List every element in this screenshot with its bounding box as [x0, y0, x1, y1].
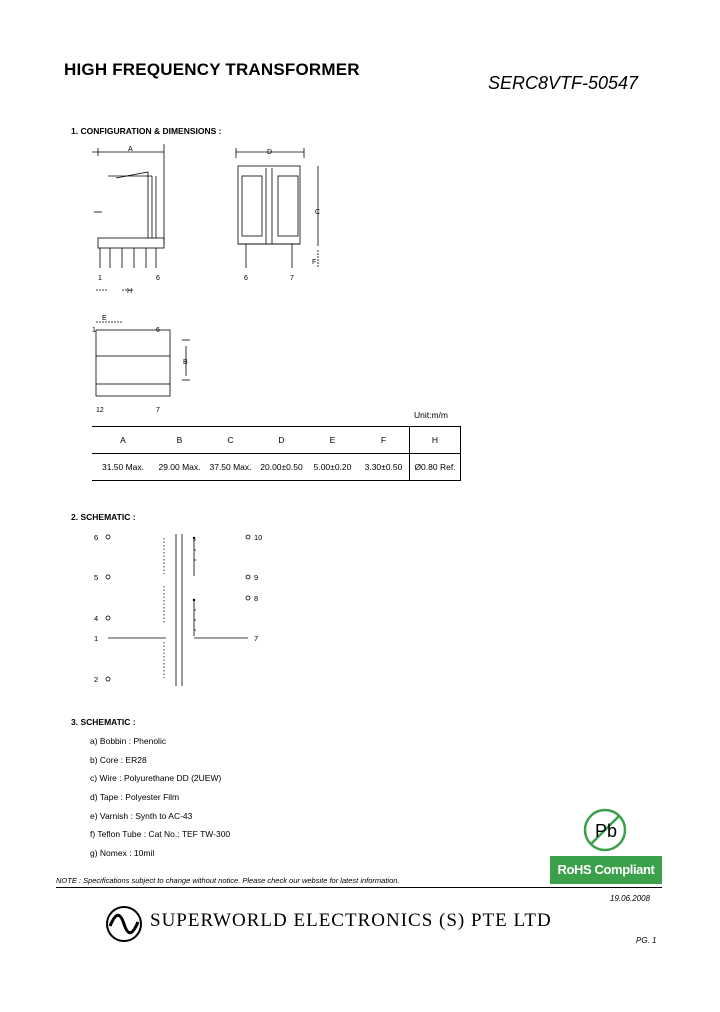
- dim-label-a: A: [128, 146, 133, 153]
- table-value-cell: 37.50 Max.: [205, 454, 256, 481]
- pb-free-icon: [580, 806, 630, 854]
- table-header-cell: F: [358, 427, 410, 454]
- schematic-pin-7: 7: [254, 634, 259, 643]
- schematic-pin-8: 8: [254, 594, 259, 603]
- dim-label-c: C: [315, 209, 321, 216]
- document-title: HIGH FREQUENCY TRANSFORMER: [64, 60, 360, 79]
- schematic-pin-4: 4: [94, 614, 99, 623]
- side-pin-1: 1: [98, 275, 102, 282]
- section-1-heading: 1. CONFIGURATION & DIMENSIONS :: [71, 126, 222, 136]
- pb-symbol: Pb: [595, 821, 618, 841]
- table-value-cell: 31.50 Max.: [92, 454, 154, 481]
- footer-divider: [56, 887, 662, 888]
- dimension-table: [92, 426, 461, 481]
- footer-date: 19.06.2008: [610, 894, 651, 903]
- schematic-pin-1: 1: [94, 634, 99, 643]
- table-header-cell: H: [410, 427, 461, 454]
- dim-label-d: D: [267, 149, 273, 156]
- dim-label-e: E: [102, 315, 107, 322]
- front-pin-6: 6: [244, 275, 248, 282]
- dimension-drawing: [86, 140, 346, 420]
- schematic-pin-9: 9: [254, 573, 259, 582]
- front-pin-7: 7: [290, 275, 294, 282]
- rohs-compliant-badge: RoHS Compliant: [550, 856, 662, 884]
- material-core: b) Core : ER28: [90, 755, 147, 765]
- table-value-cell: 5.00±0.20: [307, 454, 358, 481]
- table-header-cell: E: [307, 427, 358, 454]
- bottom-pin-12: 12: [96, 407, 104, 414]
- dim-label-h: H: [127, 288, 133, 295]
- material-varnish: e) Varnish : Synth to AC-43: [90, 811, 193, 821]
- unit-label: Unit:m/m: [414, 410, 448, 420]
- page-number: PG. 1: [636, 936, 657, 945]
- side-pin-6: 6: [156, 275, 160, 282]
- bottom-pin-6: 6: [156, 327, 160, 334]
- company-logo-icon: [104, 904, 144, 944]
- schematic-pin-6: 6: [94, 533, 99, 542]
- dim-label-f: F: [312, 259, 317, 266]
- material-bobbin: a) Bobbin : Phenolic: [90, 736, 167, 746]
- table-value-cell: 3.30±0.50: [358, 454, 410, 481]
- table-header-cell: A: [92, 427, 154, 454]
- bottom-pin-1: 1: [92, 327, 96, 334]
- table-value-cell: 20.00±0.50: [256, 454, 307, 481]
- table-header-cell: B: [154, 427, 205, 454]
- dim-label-b: B: [183, 359, 188, 366]
- table-value-cell: Ø0.80 Ref.: [410, 454, 461, 481]
- company-name: SUPERWORLD ELECTRONICS (S) PTE LTD: [150, 910, 552, 931]
- footer-note: NOTE : Specifications subject to change without notice. Please check our website for latest information.: [56, 876, 400, 885]
- schematic-pin-5: 5: [94, 573, 99, 582]
- material-tape: d) Tape : Polyester Film: [90, 792, 180, 802]
- part-number: SERC8VTF-50547: [488, 73, 639, 93]
- schematic-pin-10: 10: [254, 533, 263, 542]
- section-2-heading: 2. SCHEMATIC :: [71, 512, 136, 522]
- material-wire: c) Wire : Polyurethane DD (2UEW): [90, 773, 222, 783]
- material-nomex: g) Nomex : 10mil: [90, 848, 155, 858]
- table-header-cell: D: [256, 427, 307, 454]
- material-teflon-tube: f) Teflon Tube : Cat No.: TEF TW-300: [90, 829, 231, 839]
- table-value-cell: 29.00 Max.: [154, 454, 205, 481]
- transformer-schematic: [86, 526, 286, 696]
- table-header-cell: C: [205, 427, 256, 454]
- schematic-pin-2: 2: [94, 675, 99, 684]
- section-3-heading: 3. SCHEMATIC :: [71, 717, 136, 727]
- bottom-pin-7: 7: [156, 407, 160, 414]
